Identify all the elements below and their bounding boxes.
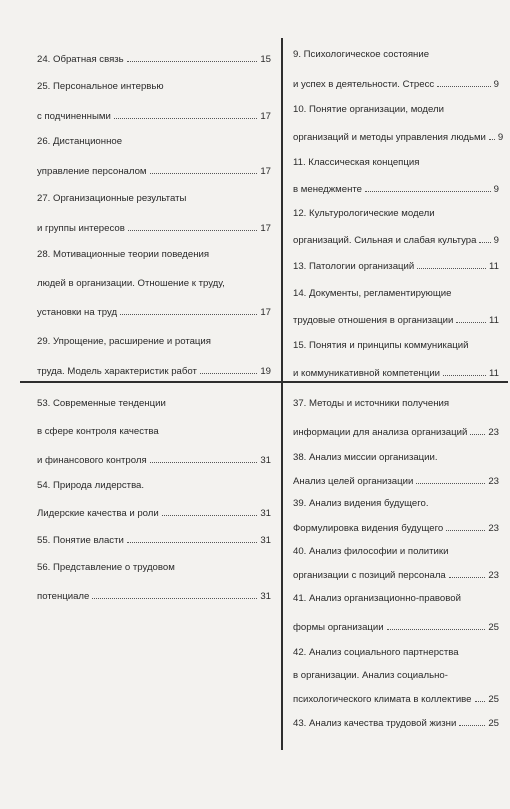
toc-entry-line (293, 313, 499, 327)
dot-leader (114, 109, 258, 119)
toc-entry-line (37, 80, 164, 94)
toc-entry-page-number: 19 (260, 366, 271, 377)
toc-entry-text: с подчиненными (37, 111, 111, 122)
toc-entry-text: 41. Анализ организационно-правовой (293, 593, 461, 604)
dot-leader (446, 521, 485, 531)
toc-entry-text: 37. Методы и источники получения (293, 398, 450, 409)
toc-entry-text: 26. Дистанционное (37, 136, 123, 147)
toc-entry-line (293, 521, 499, 535)
toc-entry-text: труда. Модель характеристик работ (37, 366, 197, 377)
dot-leader (417, 259, 486, 269)
toc-entry-text: 12. Культурологические модели (293, 208, 435, 219)
toc-entry-page-number: 25 (488, 718, 499, 729)
toc-entry-line (293, 692, 499, 706)
dot-leader (459, 716, 485, 726)
dot-leader (150, 164, 258, 174)
dot-leader (475, 692, 486, 702)
toc-entry-text: 39. Анализ видения будущего. (293, 498, 429, 509)
toc-entry-text: и коммуникативной компетенции (293, 368, 441, 379)
toc-entry-line (37, 335, 211, 349)
toc-entry-line (293, 48, 429, 62)
dot-leader (162, 506, 258, 516)
toc-entry-line (37, 364, 271, 378)
dot-leader (127, 533, 257, 543)
toc-entry-text: 24. Обратная связь (37, 54, 124, 65)
toc-entry-text: и успех в деятельности. Стресс (293, 79, 435, 90)
toc-entry-text: 56. Представление о трудовом (37, 562, 175, 573)
toc-entry-text: информации для анализа организаций (293, 427, 468, 438)
toc-entry-text: 42. Анализ социального партнерства (293, 647, 459, 658)
toc-entry-text: 27. Организационные результаты (37, 193, 187, 204)
toc-entry-text: 11. Классическая концепция (293, 157, 420, 168)
dot-leader (449, 568, 486, 578)
toc-entry-text: формы организации (293, 622, 384, 633)
toc-entry-text: психологического климата в коллективе (293, 694, 472, 705)
dot-leader (150, 453, 258, 463)
toc-entry-text: 38. Анализ миссии организации. (293, 452, 438, 463)
toc-entry-line (37, 164, 271, 178)
toc-entry-text: и группы интересов (37, 223, 125, 234)
toc-entry-line (293, 366, 499, 380)
toc-entry-page-number: 25 (488, 622, 499, 633)
toc-entry-text: 25. Персональное интервью (37, 81, 164, 92)
toc-entry-line (293, 182, 499, 196)
toc-entry-text: 13. Патологии организаций (293, 261, 415, 272)
toc-entry-text: Анализ целей организации (293, 476, 414, 487)
toc-entry-text: 10. Понятие организации, модели (293, 104, 445, 115)
toc-entry-page-number: 17 (260, 307, 271, 318)
toc-entry-page-number: 15 (260, 54, 271, 65)
toc-entry-page-number: 9 (493, 184, 499, 195)
toc-entry-text: трудовые отношения в организации (293, 315, 454, 326)
toc-entry-line (293, 287, 451, 301)
toc-entry-text: Лидерские качества и роли (37, 508, 159, 519)
vertical-divider (281, 38, 283, 750)
dot-leader (387, 620, 486, 630)
toc-entry-text: 54. Природа лидерства. (37, 480, 145, 491)
dot-leader (443, 366, 486, 376)
toc-entry-text: потенциале (37, 591, 90, 602)
dot-leader (470, 425, 485, 435)
toc-entry-line (293, 568, 499, 582)
toc-entry-line (293, 77, 499, 91)
toc-entry-page-number: 9 (493, 79, 499, 90)
dot-leader (365, 182, 491, 192)
toc-entry-text: 55. Понятие власти (37, 535, 124, 546)
toc-entry-line (37, 248, 209, 262)
dot-leader (437, 77, 490, 87)
toc-entry-line (293, 339, 469, 353)
toc-entry-text: организации с позиций персонала (293, 570, 446, 581)
toc-entry-page-number: 11 (489, 261, 499, 272)
toc-entry-page-number: 9 (497, 132, 504, 143)
toc-entry-text: 43. Анализ качества трудовой жизни (293, 718, 457, 729)
dot-leader (127, 52, 258, 62)
toc-entry-line (37, 425, 159, 439)
toc-entry-line (293, 545, 448, 559)
toc-entry-text: в сфере контроля качества (37, 426, 159, 437)
dot-leader (479, 233, 490, 243)
toc-entry-line (293, 425, 499, 439)
toc-entry-page-number: 23 (488, 523, 499, 534)
toc-entry-line (293, 233, 499, 247)
toc-entry-text: в организации. Анализ социально- (293, 670, 448, 681)
toc-entry-page-number: 31 (260, 535, 271, 546)
toc-entry-line (293, 716, 499, 730)
toc-entry-page-number: 17 (260, 166, 271, 177)
toc-entry-text: людей в организации. Отношение к труду, (37, 278, 225, 289)
toc-entry-text: 15. Понятия и принципы коммуникаций (293, 340, 469, 351)
toc-entry-line (293, 130, 504, 144)
toc-entry-text: 28. Мотивационные теории поведения (37, 249, 210, 260)
toc-entry-line (37, 561, 175, 575)
toc-entry-page-number: 17 (260, 223, 271, 234)
toc-entry-line (293, 497, 429, 511)
toc-entry-text: 53. Современные тенденции (37, 398, 166, 409)
toc-entry-page-number: 25 (488, 694, 499, 705)
toc-entry-line (293, 259, 499, 273)
dot-leader (128, 221, 258, 231)
toc-entry-line (293, 592, 461, 606)
toc-entry-page-number: 23 (488, 427, 499, 438)
toc-entry-line (293, 156, 419, 170)
toc-entry-page-number: 11 (489, 368, 499, 379)
dot-leader (489, 130, 495, 140)
toc-entry-line (293, 669, 448, 683)
horizontal-divider (20, 381, 508, 383)
toc-entry-page-number: 31 (260, 591, 271, 602)
toc-entry-line (293, 646, 459, 660)
toc-entry-text: 14. Документы, регламентирующие (293, 288, 452, 299)
dot-leader (456, 313, 486, 323)
toc-entry-line (37, 479, 144, 493)
toc-entry-line (293, 620, 499, 634)
toc-entry-page-number: 31 (260, 508, 271, 519)
toc-entry-line (293, 397, 449, 411)
toc-entry-text: организаций и методы управления людьми (293, 132, 486, 143)
dot-leader (92, 589, 257, 599)
toc-entry-line (37, 305, 271, 319)
dot-leader (200, 364, 257, 374)
toc-entry-text: в менеджменте (293, 184, 362, 195)
toc-entry-text: установки на труд (37, 307, 118, 318)
toc-entry-text: 40. Анализ философии и политики (293, 546, 449, 557)
toc-entry-line (293, 451, 438, 465)
toc-entry-line (37, 221, 271, 235)
toc-entry-text: управление персоналом (37, 166, 147, 177)
toc-entry-text: организаций. Сильная и слабая культура (293, 235, 477, 246)
toc-entry-line (37, 589, 271, 603)
toc-entry-line (37, 533, 271, 547)
toc-entry-line (37, 52, 271, 66)
dot-leader (416, 474, 485, 484)
toc-entry-text: Формулировка видения будущего (293, 523, 444, 534)
toc-entry-page-number: 23 (488, 476, 499, 487)
toc-entry-page-number: 9 (493, 235, 499, 246)
toc-entry-text: и финансового контроля (37, 455, 147, 466)
toc-entry-line (37, 109, 271, 123)
toc-entry-line (37, 397, 166, 411)
toc-entry-page-number: 11 (489, 315, 499, 326)
toc-entry-page-number: 31 (260, 455, 271, 466)
toc-entry-line (37, 277, 225, 291)
toc-entry-page-number: 23 (488, 570, 499, 581)
toc-entry-line (37, 192, 186, 206)
toc-entry-line (37, 135, 122, 149)
toc-entry-page-number: 17 (260, 111, 271, 122)
toc-entry-text: 9. Психологическое состояние (293, 49, 430, 60)
toc-entry-text: 29. Упрощение, расширение и ротация (37, 336, 211, 347)
dot-leader (120, 305, 257, 315)
toc-entry-line (37, 453, 271, 467)
toc-entry-line (293, 207, 435, 221)
toc-entry-line (37, 506, 271, 520)
toc-entry-line (293, 103, 444, 117)
toc-entry-line (293, 474, 499, 488)
